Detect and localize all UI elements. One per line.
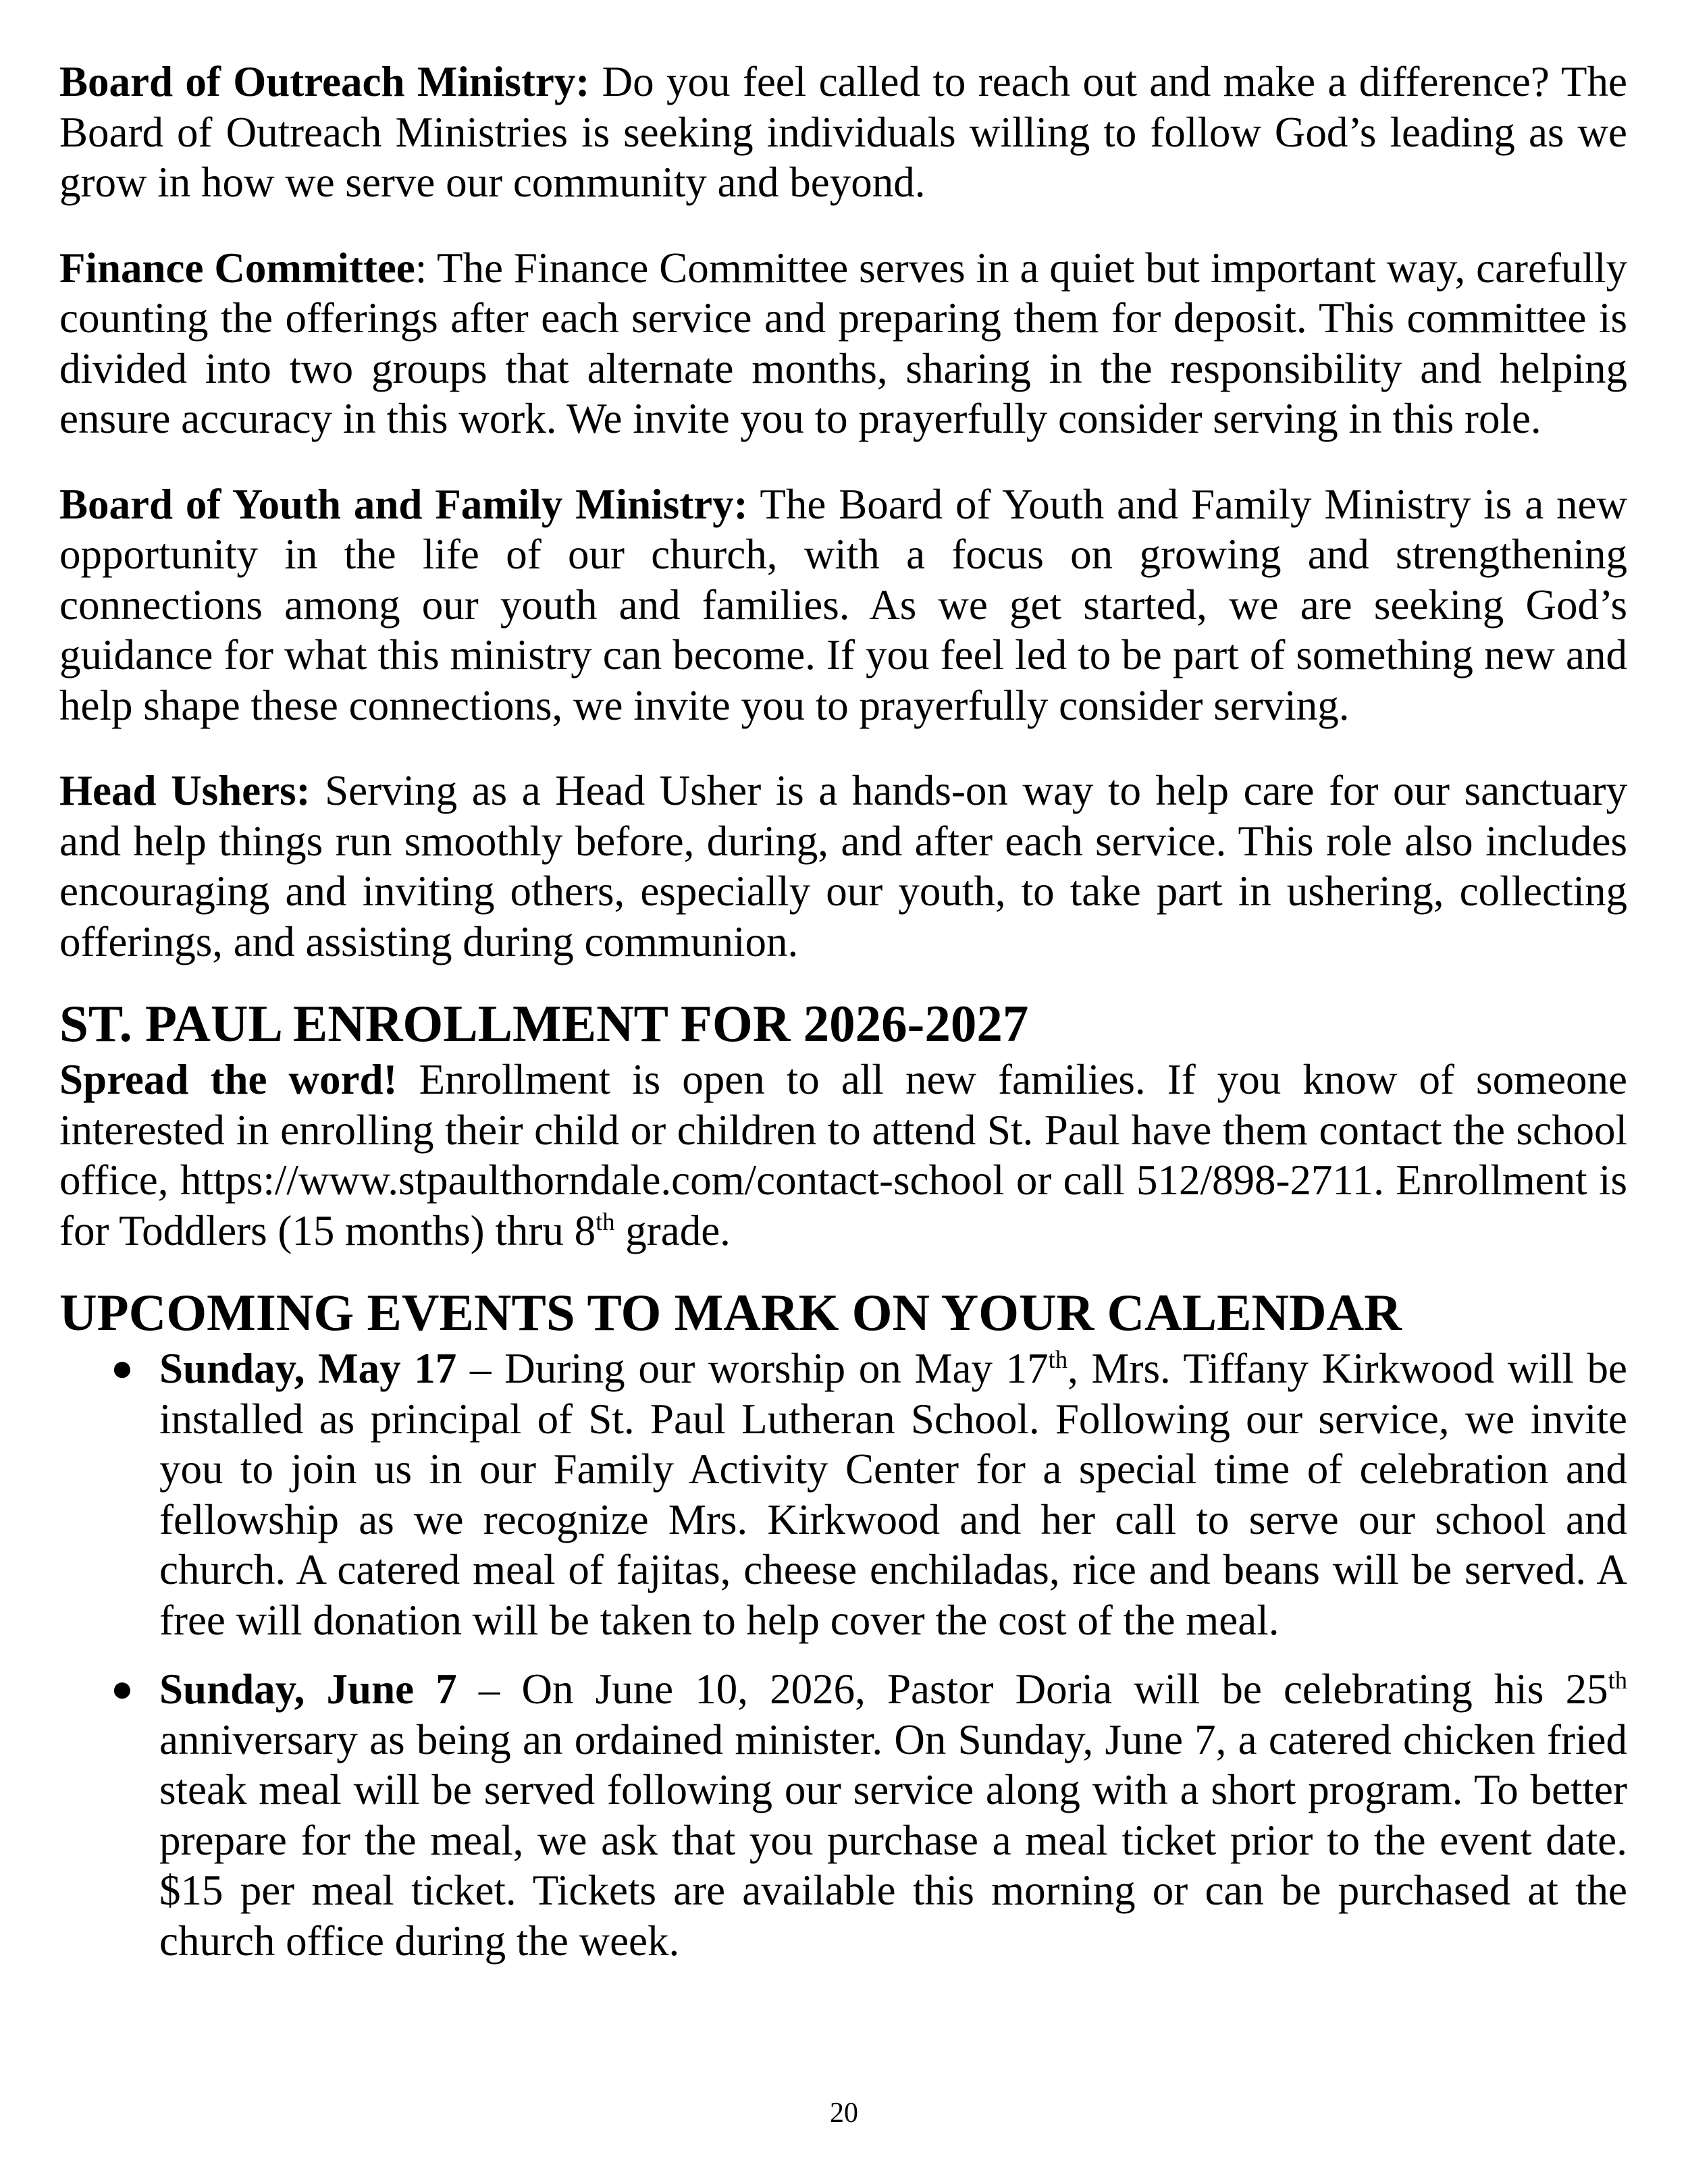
enrollment-lead: Spread the word! [59, 1056, 398, 1103]
events-title: UPCOMING EVENTS TO MARK ON YOUR CALENDAR [59, 1283, 1402, 1341]
enrollment-title: ST. PAUL ENROLLMENT FOR 2026-2027 [59, 994, 1029, 1053]
finance-body: : The Finance Committee serves in a quiet but important way, carefully counting the offerings after each service and preparing them for deposit. This committee is divided into two groups that alternate months, sharing in the responsibility and helping ensure accuracy in this work. We invite you to prayerfully consider serving in this role. [59, 244, 1627, 442]
youth-body: The Board of Youth and Family Ministry is a new opportunity in the life of our church, with a focus on growing and strengthening connections among our youth and families. As we get started, we are seeking God’s guidance for what this ministry can become. If you feel led to be part of something new and help shape these connections, we invite you to prayerfully consider serving. [59, 480, 1627, 729]
ushers-body: Serving as a Head Usher is a hands-on way to help care for our sanctuary and help things run smoothly before, during, and after each service. This role also includes encouraging and inviting others, especially our youth, to take part in ushering, collecting offerings, and assisting during communion. [59, 767, 1627, 965]
event-superscript: th [1048, 1346, 1068, 1373]
event-superscript: th [1608, 1666, 1627, 1694]
event-text: – During our worship on May 17 [456, 1345, 1049, 1392]
ushers-heading: Head Ushers: [59, 767, 311, 814]
event-text: – On June 10, 2026, Pastor Doria will be celebrating his 25 [456, 1666, 1608, 1713]
enrollment-paragraph [59, 1055, 1627, 1256]
page-number: 20 [830, 2098, 858, 2129]
outreach-body: Do you feel called to reach out and make a difference? The Board of Outreach Ministries is seeking individuals willing to follow God’s leading as we grow in how we serve our community and beyond. [59, 58, 1627, 206]
enrollment-tail: grade. [614, 1206, 731, 1254]
enrollment-body: Enrollment is open to all new families. If you know of someone interested in enrolling their child or children to attend St. Paul have them contact the school office, https://www.stpaulthorndale.com/contact-school or call 512/898-2711. Enrollment is for Toddlers (15 months) thru 8 [59, 1056, 1627, 1254]
ushers-paragraph [59, 766, 1627, 967]
event-item-may-17 [59, 1343, 1627, 1645]
enrollment-superscript: th [596, 1207, 615, 1235]
event-text-continued: , Mrs. Tiffany Kirkwood will be installed as principal of St. Paul Lutheran School. Following our service, we invite you to join us in our Family Activity Center for a special time of celebration and fellowship as we recognize Mrs. Kirkwood and her call to serve our school and church. A catered meal of fajitas, cheese enchiladas, rice and beans will be served. A free will donation will be taken to help cover the cost of the meal. [159, 1345, 1627, 1644]
event-item-june-7 [59, 1664, 1627, 1966]
event-date: Sunday, June 7 [159, 1666, 457, 1713]
event-date: Sunday, May 17 [159, 1345, 457, 1392]
bullet-icon: ● [111, 1668, 134, 1710]
youth-heading: Board of Youth and Family Ministry: [59, 480, 748, 528]
bullet-icon: ● [111, 1348, 134, 1389]
events-list [59, 1343, 1627, 1966]
finance-paragraph [59, 243, 1627, 444]
outreach-paragraph [59, 57, 1627, 208]
event-text-continued: anniversary as being an ordained minister. On Sunday, June 7, a catered chicken fried steak meal will be served following our service along with a short program. To better prepare for the meal, we ask that you purchase a meal ticket prior to the event date. $15 per meal ticket. Tickets are available this morning or can be purchased at the church office during the week. [159, 1715, 1627, 1965]
outreach-heading: Board of Outreach Ministry: [59, 58, 590, 105]
finance-heading: Finance Committee [59, 244, 415, 292]
youth-paragraph [59, 479, 1627, 731]
page-content [59, 57, 1627, 1985]
